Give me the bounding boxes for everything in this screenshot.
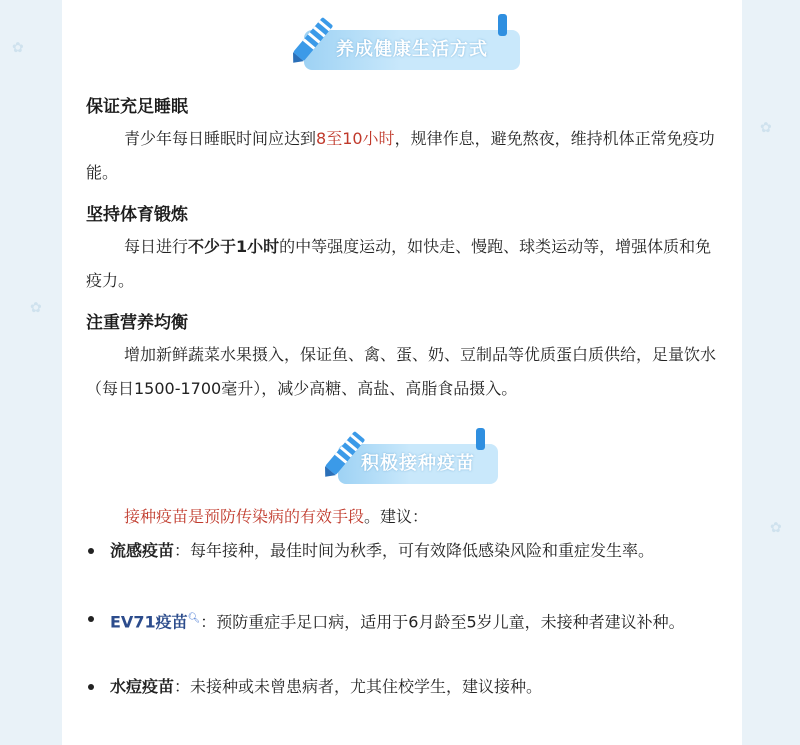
highlight-text: 8至10小时 <box>316 129 395 148</box>
leaf-decoration: ✿ <box>30 300 42 316</box>
pen-icon <box>316 428 372 484</box>
vaccine-desc: ：每年接种，最佳时间为秋季，可有效降低感染风险和重症发生率。 <box>174 541 655 560</box>
heading-exercise: 坚持体育锻炼 <box>86 205 188 225</box>
highlight-text: 接种疫苗是预防传染病的有效手段 <box>124 507 365 526</box>
text: ，规律作息，避免熬夜，维持机体正常免疫功能。 <box>86 129 715 182</box>
search-icon[interactable]: 🔍︎ <box>187 613 201 624</box>
heading-nutrition: 注重营养均衡 <box>86 313 188 333</box>
vaccine-intro <box>86 500 726 534</box>
leaf-decoration: ✿ <box>760 120 772 136</box>
text: 的中等强度运动，如快走、慢跑、球类运动等，增强体质和免疫力。 <box>86 237 712 290</box>
leaf-decoration: ✿ <box>12 40 24 56</box>
list-item <box>110 670 730 704</box>
vaccine-desc: ：预防重症手足口病，适用于6月龄至5岁儿童，未接种者建议补种。 <box>200 612 685 632</box>
vaccine-link[interactable]: EV71疫苗 <box>110 612 188 632</box>
text: 。建议： <box>364 507 429 526</box>
pen-icon <box>284 14 340 70</box>
list-item <box>110 602 730 639</box>
text: 每日进行 <box>124 237 189 256</box>
banner-tab <box>476 428 485 450</box>
paragraph-sleep <box>86 122 726 190</box>
highlight-text: 不少于1小时 <box>188 237 280 256</box>
paragraph-exercise <box>86 230 726 298</box>
bullet <box>88 548 94 554</box>
banner-tab <box>498 14 507 36</box>
leaf-decoration: ✿ <box>770 520 782 536</box>
bullet <box>88 616 94 622</box>
paragraph-nutrition <box>86 338 726 406</box>
section-title: 养成健康生活方式 <box>336 39 488 60</box>
text: 增加新鲜蔬菜水果摄入，保证鱼、禽、蛋、奶、豆制品等优质蛋白质供给，足量饮水（每日1500-1700毫升），减少高糖、高盐、高脂食品摄入。 <box>86 345 717 398</box>
text: 青少年每日睡眠时间应达到 <box>124 129 317 148</box>
bullet <box>88 684 94 690</box>
list-item <box>110 534 730 568</box>
vaccine-name: 水痘疫苗 <box>110 677 175 696</box>
heading-sleep: 保证充足睡眠 <box>86 97 188 117</box>
vaccine-name: 流感疫苗 <box>110 541 175 560</box>
content-card <box>62 0 742 745</box>
vaccine-desc: ：未接种或未曾患病者，尤其住校学生，建议接种。 <box>174 677 543 696</box>
section-title: 积极接种疫苗 <box>361 453 475 474</box>
